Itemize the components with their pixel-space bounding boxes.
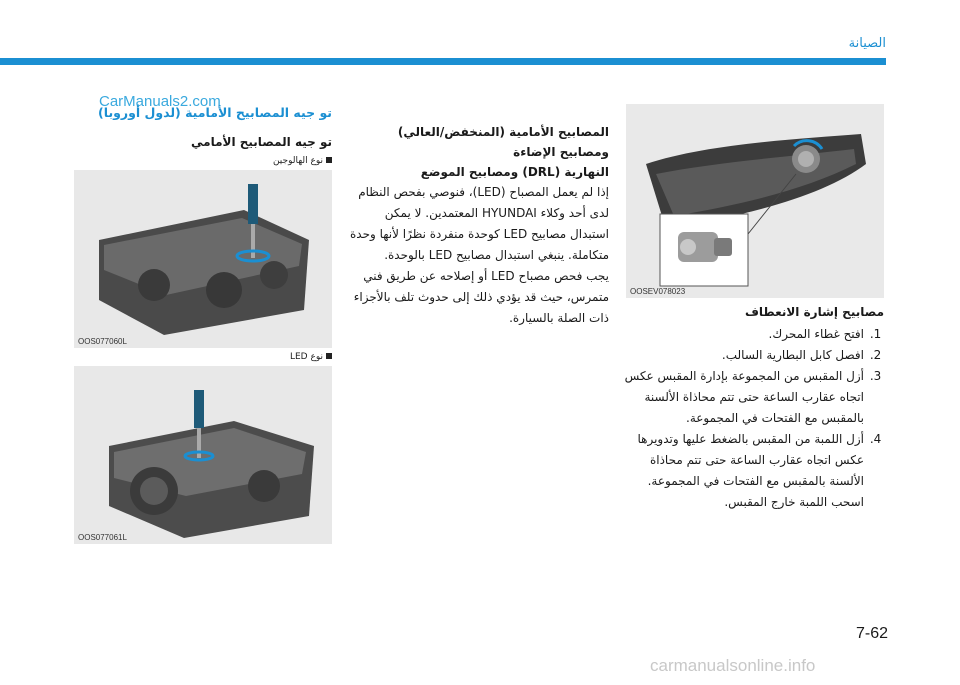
header-rule — [0, 58, 886, 65]
page-number: 7-62 — [856, 625, 889, 642]
step-item: 4. أزل اللمبة من المقبس بالضغط عليها وتدويرها عكس اتجاه عقارب الساعة حتى تتم محاذاة الألسنة بالمقبس مع الفتحات في المجموعة. اسحب اللمبة خارج المقبس. — [620, 429, 866, 513]
turn-signal-lamp-image — [626, 104, 884, 298]
led-type-label: نوع LED — [74, 350, 332, 364]
headlamp-heading-line1: المصابيح الأمامية (المنخفض/العالي) ومصابيح الإضاءة — [397, 125, 609, 159]
step-item: 1. افتح غطاء المحرك. — [620, 324, 866, 345]
left-column — [74, 104, 332, 544]
turn-signal-subheading: مصابيح إشارة الانعطاف — [744, 305, 884, 319]
led-paragraph-2: يجب فحص مصباح LED أو إصلاحه عن طريق فني متمرس، حيث قد يؤدي ذلك إلى حدوث تلف بالأجزاء ذات الصلة بالسيارة. — [353, 269, 609, 325]
step-item: 2. افصل كابل البطارية السالب. — [620, 345, 866, 366]
aiming-heading: تو جيه المصابيح الأمامية (لدول أوروبا) — [98, 105, 332, 120]
watermark-top: CarManuals2.com — [99, 93, 221, 110]
turn-signal-illustration — [626, 104, 884, 298]
steps-list — [620, 324, 884, 513]
halogen-illustration — [74, 170, 332, 348]
bullet-square-icon — [326, 157, 332, 163]
image-code: OOS077061L — [78, 533, 127, 542]
section-title: الصيانة — [848, 36, 886, 51]
led-headlamp-image — [74, 366, 332, 544]
halogen-type-label: نوع الهالوجين — [74, 154, 332, 168]
middle-column — [345, 118, 609, 329]
halogen-headlamp-image — [74, 170, 332, 348]
led-paragraph-1: إذا لم يعمل المصباح (LED)، فنوصي بفحص النظام لدى أحد وكلاء HYUNDAI المعتمدين. لا يمكن استبدال مصابيح LED كوحدة منفردة نظرًا لأنها وحدة متكاملة. ينبغي استبدال مصابيح LED بالوحدة. — [350, 185, 609, 262]
led-illustration — [74, 366, 332, 544]
right-column — [620, 104, 884, 513]
aiming-subheading: تو جيه المصابيح الأمامي — [191, 135, 332, 149]
image-code: OOSEV078023 — [630, 287, 686, 296]
bullet-square-icon — [326, 353, 332, 359]
headlamp-heading-line2: النهارية (DRL) ومصابيح الموضع — [420, 165, 609, 179]
image-code: OOS077060L — [78, 337, 127, 346]
watermark-bottom: carmanualsonline.info — [650, 656, 816, 675]
step-item: 3. أزل المقبس من المجموعة بإدارة المقبس عكس اتجاه عقارب الساعة حتى تتم محاذاة الألسنة بالمقبس مع الفتحات في المجموعة. — [620, 366, 866, 429]
